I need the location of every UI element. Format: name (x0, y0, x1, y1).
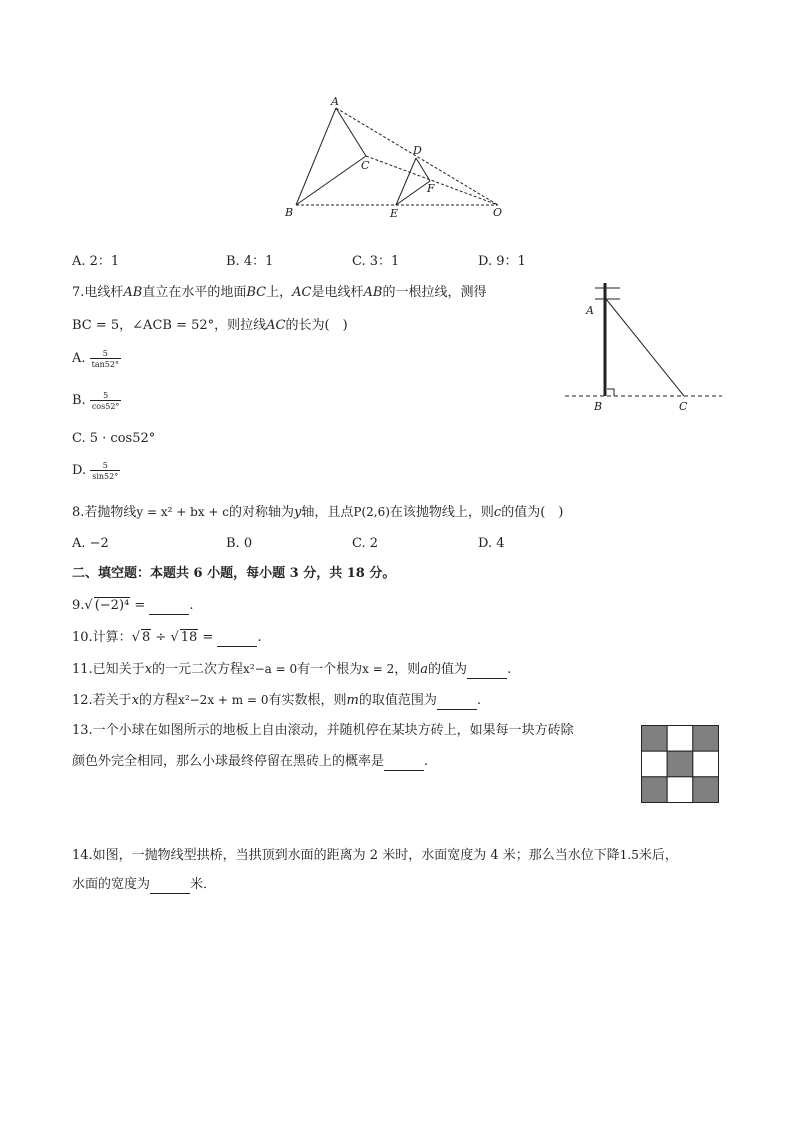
q7-option-a (72, 346, 121, 372)
q8-question (72, 504, 563, 521)
label-d: D (413, 144, 422, 157)
q14-unit: 米后， (638, 848, 678, 863)
option-letter: D. (72, 463, 87, 478)
q7-figure (560, 280, 730, 415)
q12-m: m (346, 693, 359, 708)
q7-text: 是电线杆 (311, 285, 364, 300)
q7-ab: AB (363, 285, 383, 300)
q8-text: 轴，且点 (301, 505, 354, 520)
q9-question (72, 597, 194, 615)
q8-point: P(2,6) (353, 505, 390, 519)
segment-ac (336, 108, 366, 156)
q14-line1 (72, 847, 678, 864)
q9-equals: = (130, 598, 150, 613)
q11-equation: x²−a = 0 (243, 662, 298, 676)
q14-line2 (72, 877, 216, 894)
sqrt-sign: √ (131, 630, 140, 645)
label-e: E (390, 207, 399, 220)
q8-text: 的值为( ) (501, 505, 564, 520)
q6-option-a: A. 2：1 (72, 254, 120, 269)
q13-line2 (72, 754, 428, 771)
q11-root: x = 2 (362, 662, 395, 676)
guy-wire (606, 299, 684, 396)
dashed-co (366, 156, 498, 205)
q12-text: 12.若关于 (72, 693, 132, 708)
q12-text: 的取值范围为 (358, 693, 437, 708)
numerator: 5 (102, 460, 108, 470)
q7-math: BC = 5，∠ACB = 52° (72, 318, 215, 333)
q11-answer-blank[interactable] (467, 662, 507, 679)
q11-a: a (420, 662, 429, 677)
tiles (642, 726, 719, 803)
q12-equation: x²−2x + m = 0 (178, 693, 269, 707)
q12-end: . (476, 693, 481, 708)
q6-solid-lines (296, 108, 430, 205)
q6-option-d: D. 9：1 (478, 254, 526, 269)
q11-end: . (507, 662, 512, 677)
q7-text: 7.电线杆 (72, 285, 124, 300)
q12-x: x (131, 693, 140, 708)
numerator: 5 (103, 390, 109, 400)
q8-text: 8.若抛物线 (72, 505, 137, 520)
tile-light (667, 726, 693, 752)
q6-option-c: C. 3：1 (352, 254, 400, 269)
sqrt-sign: √ (84, 598, 93, 613)
q7-line1 (72, 285, 486, 301)
q12-text: 的方程 (139, 693, 179, 708)
q6-dashed-lines (296, 108, 498, 205)
q7-text: 上， (266, 285, 293, 300)
q7-ac: AC (266, 318, 286, 333)
label-a: A (586, 304, 594, 317)
q8-text: 在该抛物线上，则 (389, 505, 494, 520)
q7-option-b (72, 388, 121, 414)
q11-text: ，则 (394, 662, 421, 677)
denominator: sin52° (92, 471, 119, 481)
label-c: C (361, 159, 370, 172)
q10-end: . (257, 630, 262, 645)
q6-option-b: B. 4：1 (226, 254, 274, 269)
tile-dark (693, 726, 719, 752)
q10-radicand-2: 18 (180, 630, 198, 645)
q14-answer-blank[interactable] (150, 877, 190, 894)
q7-ab: AB (123, 285, 143, 300)
q14-text: 14.如图，一抛物线型拱桥，当拱顶到水面的距离为 2 米时，水面宽度为 4 米；那么当水位下降 (72, 848, 620, 863)
q11-question (72, 661, 511, 679)
q8-c: c (493, 505, 502, 520)
q9-radicand: (−2)⁴ (94, 598, 130, 613)
q7-bc: BC (246, 285, 267, 300)
q13-text: 颜色外完全相同，那么小球最终停留在黑砖上的概率是 (72, 754, 385, 769)
tile-light (642, 751, 668, 777)
q11-text: 的值为 (428, 662, 468, 677)
tile-light (667, 777, 693, 803)
tile-grid (641, 725, 719, 803)
tile-dark (693, 777, 719, 803)
section-2-desc: 本题共 6 小题，每小题 3 分，共 18 分。 (150, 566, 396, 581)
denominator: tan52° (91, 359, 119, 369)
section-2-heading (72, 566, 395, 582)
q12-text: 有实数根，则 (268, 693, 347, 708)
q12-answer-blank[interactable] (437, 693, 477, 710)
numerator: 5 (102, 348, 108, 358)
q8-option-d: D. 4 (478, 536, 505, 551)
right-angle-mark (607, 389, 614, 396)
q13-line1: 13.一个小球在如图所示的地板上自由滚动，并随机停在某块方砖上，如果每一块方砖除 (72, 723, 574, 738)
q7-text: 的一根拉线，测得 (382, 285, 487, 300)
q13-end: . (424, 754, 429, 769)
label-a: A (331, 95, 339, 108)
q8-y: y (294, 505, 302, 520)
label-b: B (285, 206, 294, 219)
label-f: F (427, 182, 435, 195)
q11-x: x (144, 662, 153, 677)
q8-equation: y = x² + bx + c (136, 505, 229, 519)
tile-dark (642, 777, 668, 803)
fraction (90, 461, 120, 481)
q7-option-d (72, 458, 120, 484)
q6-figure (280, 92, 510, 222)
fraction (90, 391, 122, 411)
tile-light (693, 751, 719, 777)
q14-end: 米． (190, 877, 217, 892)
q7-text: 的长为( ) (285, 318, 348, 333)
label-o: O (493, 206, 503, 219)
q10-equals: = (198, 630, 218, 645)
q13-answer-blank[interactable] (384, 754, 424, 771)
fraction (90, 349, 121, 369)
q9-number: 9. (72, 598, 85, 613)
section-2-title: 二、填空题： (72, 566, 151, 581)
q10-question (72, 629, 262, 647)
tile-dark (667, 751, 693, 777)
q12-question (72, 692, 481, 710)
q11-text: 11.已知关于 (72, 662, 145, 677)
q7-text: ，则拉线 (214, 318, 267, 333)
q8-text: 的对称轴为 (228, 505, 294, 520)
q10-answer-blank[interactable] (217, 630, 257, 647)
q11-text: 有一个根为 (297, 662, 363, 677)
q8-option-b: B. 0 (226, 536, 253, 551)
q7-line2 (72, 318, 348, 334)
q8-option-a: A. −2 (72, 536, 109, 551)
q11-text: 的一元二次方程 (152, 662, 244, 677)
q9-answer-blank[interactable] (149, 598, 189, 615)
q7-text: 直立在水平的地面 (142, 285, 247, 300)
q8-option-c: C. 2 (352, 536, 379, 551)
q14-text: 水面的宽度为 (72, 877, 151, 892)
label-c: C (679, 400, 688, 413)
q10-operator: ÷ (151, 630, 171, 645)
option-letter: B. (72, 393, 86, 408)
q9-end: . (189, 598, 194, 613)
q7-ac: AC (292, 285, 312, 300)
label-b: B (594, 400, 603, 413)
tile-dark (642, 726, 668, 752)
sqrt-sign: √ (170, 630, 179, 645)
q10-radicand-1: 8 (141, 630, 151, 645)
q10-text: 10.计算： (72, 630, 132, 645)
denominator: cos52° (91, 401, 120, 411)
q14-number: 1.5 (619, 848, 639, 862)
q7-option-c: C. 5 · cos52° (72, 431, 156, 446)
option-letter: A. (72, 351, 86, 366)
